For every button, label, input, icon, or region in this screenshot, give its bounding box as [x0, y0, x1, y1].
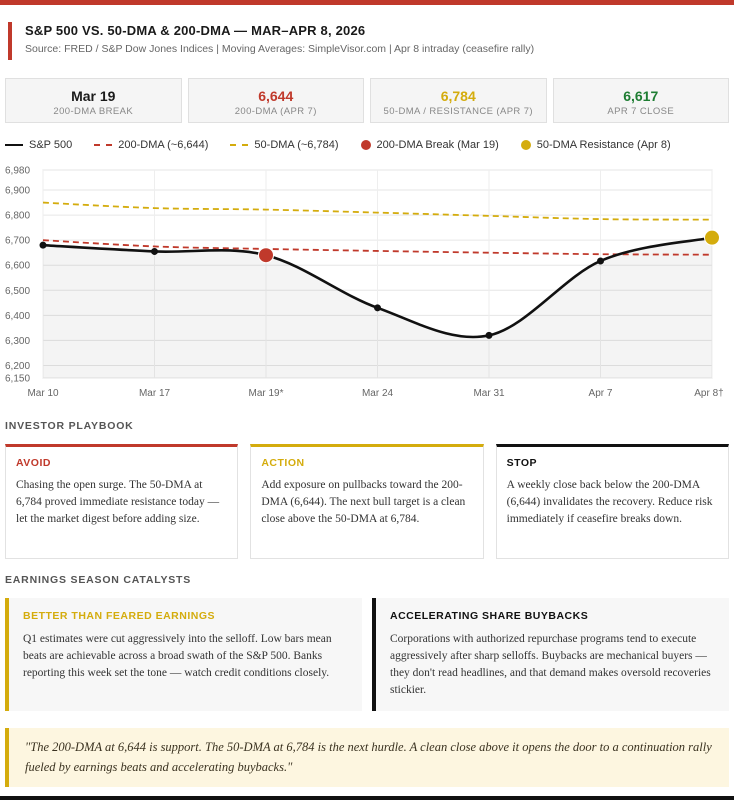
y-tick-label: 6,300 [5, 335, 31, 347]
quote-text: "The 200-DMA at 6,644 is support. The 50-DMA at 6,784 is the next hurdle. A clean close above it opens the door to a continuation rally fueled by earnings beats and accelerating buybacks." [25, 740, 712, 774]
y-tick-label: 6,150 [5, 373, 31, 385]
stat-label: APR 7 CLOSE [607, 106, 675, 117]
sp500-point [374, 304, 381, 311]
playbook-card-avoid [5, 444, 238, 559]
playbook-cards [5, 444, 729, 559]
legend-label: 50-DMA Resistance (Apr 8) [536, 139, 671, 151]
closing-quote [5, 728, 729, 787]
legend-item-resistance [521, 139, 671, 151]
sp500-point [597, 257, 604, 264]
stat-cards [5, 78, 729, 123]
legend-swatch-dashed-gold [230, 144, 248, 146]
legend-item-50dma [230, 139, 338, 151]
stat-value: 6,644 [258, 88, 294, 104]
y-tick-label: 6,600 [5, 260, 31, 272]
x-tick-label: Apr 7 [588, 388, 613, 399]
stat-label: 200-DMA (APR 7) [234, 106, 317, 117]
y-tick-label: 6,500 [5, 285, 31, 297]
x-tick-label: Mar 10 [27, 388, 59, 399]
stat-label: 50-DMA / RESISTANCE (APR 7) [383, 106, 533, 117]
sp500-point [486, 332, 493, 339]
catalyst-heading: BETTER THAN FEARED EARNINGS [23, 610, 216, 622]
stat-card-200dma [188, 78, 365, 123]
catalyst-card-earnings [5, 598, 362, 711]
x-tick-label: Mar 24 [361, 388, 394, 399]
catalyst-text: Corporations with authorized repurchase programs tend to execute aggressively after sharp selloffs. Buybacks are mechanical buyers — they don't read headlines, and that demand makes oversold recoveries stickier. [390, 633, 711, 696]
bottom-rule [0, 796, 734, 800]
card-heading: STOP [506, 457, 538, 469]
legend-item-sp500 [5, 139, 72, 151]
card-heading: ACTION [261, 457, 305, 469]
legend-swatch-dashed-red [94, 144, 112, 146]
top-accent-rule [0, 0, 734, 5]
catalyst-text: Q1 estimates were cut aggressively into the selloff. Low bars mean beats are achievable across a broad swath of the S&P 500. Banks reporting this week set the tone — watch credit conditions closely. [23, 633, 332, 679]
x-tick-label: Apr 8† [694, 388, 724, 399]
y-tick-label: 6,400 [5, 310, 31, 322]
line-chart [0, 160, 734, 410]
card-text: Chasing the open surge. The 50-DMA at 6,784 proved immediate resistance today — let the market digest before adding size. [16, 479, 220, 525]
chart-legend [5, 137, 693, 153]
stat-card-break [5, 78, 182, 123]
y-tick-label: 6,900 [5, 185, 31, 197]
legend-item-200dma [94, 139, 208, 151]
x-tick-label: Mar 31 [473, 388, 505, 399]
card-text: A weekly close back below the 200-DMA (6,644) invalidates the recovery. Reduce risk immediately if ceasefire breaks down. [506, 479, 713, 525]
stat-value: Mar 19 [71, 88, 116, 104]
catalysts-title: EARNINGS SEASON CATALYSTS [5, 574, 192, 586]
y-tick-label: 6,800 [5, 210, 31, 222]
sp500-point [40, 242, 47, 249]
catalyst-card-buybacks [372, 598, 729, 711]
legend-swatch-dot-gold [521, 140, 531, 150]
break-marker [259, 248, 274, 263]
playbook-card-action [250, 444, 483, 559]
sp500-point [151, 248, 158, 255]
page-header [8, 22, 728, 60]
stat-card-close [553, 78, 730, 123]
catalyst-heading: ACCELERATING SHARE BUYBACKS [390, 610, 589, 622]
y-tick-label: 6,200 [5, 360, 31, 372]
stat-label: 200-DMA BREAK [53, 106, 134, 117]
x-tick-label: Mar 17 [138, 388, 171, 399]
stat-value: 6,784 [440, 88, 476, 104]
legend-label: 200-DMA Break (Mar 19) [376, 139, 499, 151]
stat-card-50dma [370, 78, 547, 123]
y-tick-label: 6,980 [5, 165, 31, 177]
page-subtitle: Source: FRED / S&P Dow Jones Indices | Moving Averages: SimpleVisor.com | Apr 8 intraday (ceasefire rally) [25, 43, 535, 55]
page-title: S&P 500 VS. 50-DMA & 200-DMA — MAR–APR 8, 2026 [25, 23, 366, 38]
playbook-card-stop [496, 444, 729, 559]
resistance-marker [705, 230, 720, 245]
card-text: Add exposure on pullbacks toward the 200-DMA (6,644). The next bull target is a clean close above the 50-DMA at 6,784. [261, 479, 466, 525]
y-tick-label: 6,700 [5, 235, 31, 247]
legend-swatch-solid [5, 144, 23, 146]
legend-label: 200-DMA (~6,644) [118, 139, 209, 151]
legend-label: S&P 500 [29, 139, 73, 151]
legend-item-break [361, 139, 499, 151]
playbook-title: INVESTOR PLAYBOOK [5, 420, 134, 432]
legend-label: 50-DMA (~6,784) [254, 139, 339, 151]
card-heading: AVOID [16, 457, 51, 469]
legend-swatch-dot-red [361, 140, 371, 150]
stat-value: 6,617 [623, 88, 659, 104]
x-tick-label: Mar 19* [248, 388, 284, 399]
